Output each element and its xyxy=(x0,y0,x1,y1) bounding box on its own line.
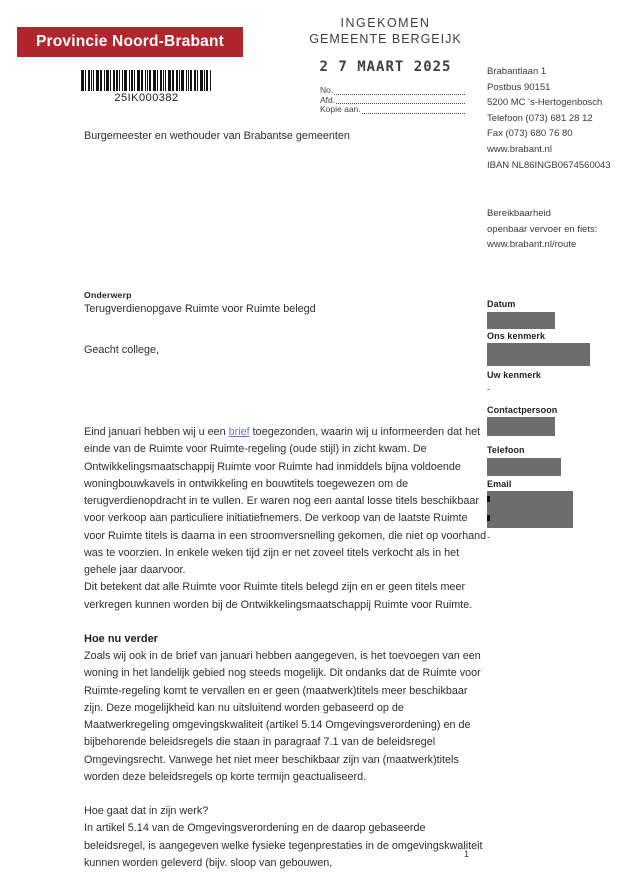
brief-link[interactable]: brief xyxy=(228,426,250,438)
paragraph-3: In artikel 5.14 van de Omgevingsverordening en de daarop gebaseerde beleidsregel, is aangegeven welke fysieke tegenprestaties in de omgevingskwaliteit kunnen worden geleverd (bijv. sloop van gebouwen, xyxy=(84,822,483,869)
addressee-line: Burgemeester en wethouder van Brabantse gemeenten xyxy=(84,130,350,142)
stamp-field-label: Afd. xyxy=(320,94,336,105)
datum-label: Datum xyxy=(487,299,516,309)
reachability-title: Bereikbaarheid xyxy=(487,208,551,219)
phone-line: Telefoon (073) 681 28 12 xyxy=(487,112,593,124)
telefoon-label: Telefoon xyxy=(487,445,525,455)
received-stamp xyxy=(298,16,473,115)
paragraph-1b: Dit betekent dat alle Ruimte voor Ruimte titels belegd zijn en er geen titels meer verkregen kunnen worden bij de Ontwikkelingsmaatschappij Ruimte voor Ruimte. xyxy=(84,581,473,611)
subject-label: Onderwerp xyxy=(84,290,132,300)
subject-text: Terugverdienopgave Ruimte voor Ruimte belegd xyxy=(84,303,316,315)
reachability-route-line: www.brabant.nl/route xyxy=(487,239,577,251)
stamp-field-label: Kopie aan. xyxy=(320,104,361,114)
dotted-line xyxy=(334,94,465,95)
contact-address-block xyxy=(487,64,633,173)
stamp-title: INGEKOMEN xyxy=(340,16,431,30)
paragraph-1 xyxy=(84,424,488,579)
ons-kenmerk-redacted-value xyxy=(487,343,590,366)
barcode-image xyxy=(64,70,229,91)
contactpersoon-label: Contactpersoon xyxy=(487,405,558,415)
stamp-field-kopie-aan xyxy=(320,105,465,115)
contactpersoon-redacted-value xyxy=(487,417,555,436)
page-number: 1 xyxy=(464,849,470,859)
website-line: www.brabant.nl xyxy=(487,143,552,155)
stamp-field-label: No. xyxy=(320,85,334,95)
address-line: Postbus 90151 xyxy=(487,81,551,93)
paragraph-2: Zoals wij ook in de brief van januari hebben aangegeven, is het toevoegen van een woning in het landelijk gebied nog steeds mogelijk. Dit ondanks dat de Ruimte voor Ruimte-regeling komt te vervallen en er geen (maatwerk)titels meer beschikbaar zijn. Deze mogelijkheid kan nu uitsluitend worden gebaseerd op de Maatwerkregeling omgevingskwaliteit (artikel 5.14 Omgevingsverordening) en de bijbehorende beleidsregels die staan in paragraaf 7.1 van de beleidsregel Omgevingsrecht. Vanwege het niet meer beschikbaar zijn van (maatwerk)titels worden deze beleidsregels op korte termijn geactualiseerd. xyxy=(84,650,481,783)
paragraph-text: Eind januari hebben wij u een xyxy=(84,426,229,438)
fax-line: Fax (073) 680 76 80 xyxy=(487,128,573,140)
iban-line: IBAN NL86INGB0674560043 xyxy=(487,159,611,171)
salutation: Geacht college, xyxy=(84,344,160,356)
ons-kenmerk-label: Ons kenmerk xyxy=(487,331,546,341)
uw-kenmerk-label: Uw kenmerk xyxy=(487,370,542,380)
uw-kenmerk-value: - xyxy=(487,384,491,395)
section-heading: Hoe nu verder xyxy=(84,632,158,645)
paragraph-text: toegezonden, waarin wij u informeerden dat het einde van de Ruimte voor Ruimte-regeling (oude stijl) in zicht kwam. De Ontwikkelingsmaatschappij Ruimte voor Ruimte had inmiddels bijna voldoende woningbouwkavels in ontwikkeling en bouwtitels toegewezen om de terugverdienopdracht in te vullen. Er waren nog een aantal losse titels beschikbaar voor verkoop aan particuliere initiatiefnemers. De verkoop van de laatste Ruimte voor Ruimte titels is daarna in een stroomversnelling gekomen, die niet op voorhand was te voorzien. In enkele weken tijd zijn er net zoveel titels verkocht als in het gehele jaar daarvoor. xyxy=(84,426,487,576)
stamp-date: 2 7 MAART 2025 xyxy=(319,59,452,75)
reachability-block xyxy=(487,206,633,253)
barcode-block xyxy=(64,70,229,104)
stamp-municipality: GEMEENTE BERGEIJK xyxy=(309,32,462,46)
subject-block xyxy=(84,290,316,315)
letter-meta-column xyxy=(487,299,633,553)
address-line: 5200 MC 's-Hertogenbosch xyxy=(487,97,603,109)
stamp-field-no xyxy=(320,86,465,96)
province-logo-text: Provincie Noord-Brabant xyxy=(35,33,225,50)
telefoon-redacted-value xyxy=(487,458,561,476)
paragraph-3-question: Hoe gaat dat in zijn werk? xyxy=(84,805,209,817)
datum-redacted-value xyxy=(487,312,555,329)
email-label: Email xyxy=(487,479,512,489)
barcode-number: 25IK000382 xyxy=(114,92,179,104)
address-line: Brabantlaan 1 xyxy=(487,66,547,77)
email-redacted-value xyxy=(487,491,573,528)
dotted-line xyxy=(362,113,465,114)
province-logo-banner xyxy=(17,27,243,57)
email-after-dash: - xyxy=(487,532,491,543)
letter-body xyxy=(84,424,488,872)
reachability-line: openbaar vervoer en fiets: xyxy=(487,223,598,235)
stamp-fields xyxy=(298,86,473,115)
